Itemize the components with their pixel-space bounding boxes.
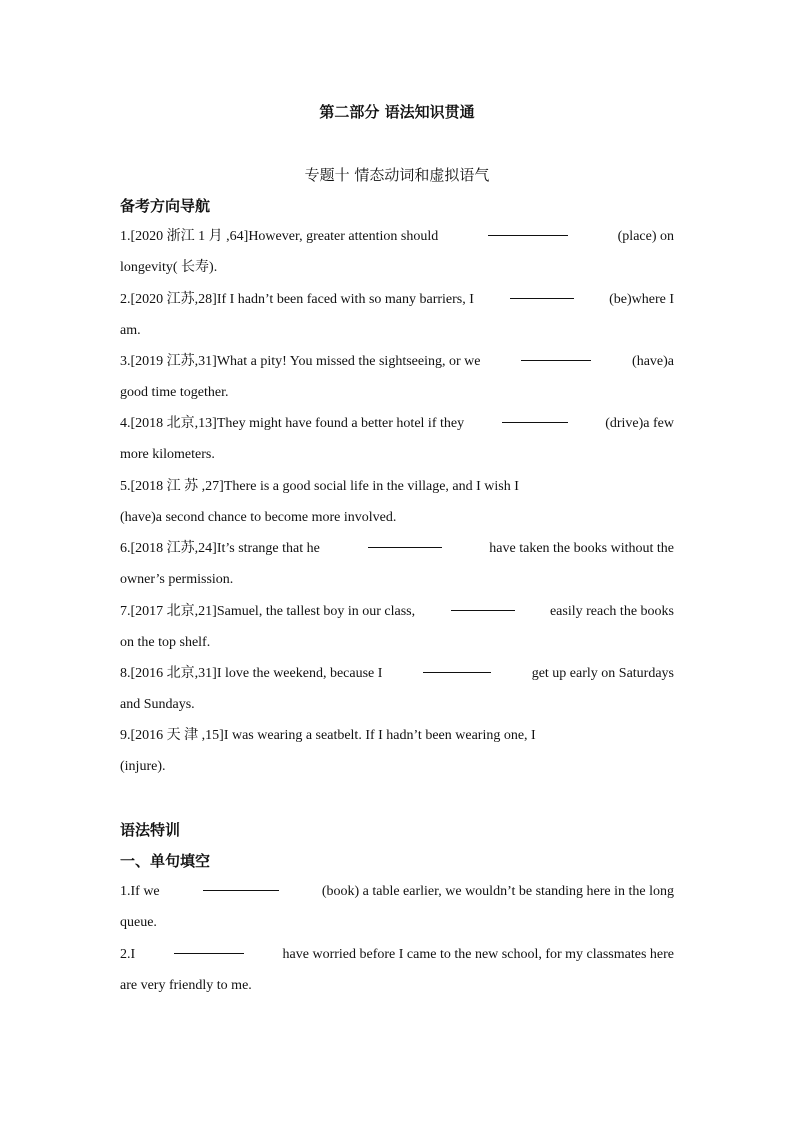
- question-text: 4.[2018 北京,13]They might have found a better hotel if they: [120, 416, 465, 431]
- exercise-item: [120, 221, 674, 283]
- exercise-item: [120, 284, 674, 346]
- answer-blank[interactable]: [203, 876, 279, 891]
- question-text: 8.[2016 北京,31]I love the weekend, because I: [120, 666, 383, 681]
- question-hint: (place) on: [617, 229, 674, 244]
- question-hint: (have)a: [632, 354, 674, 369]
- question-hint: easily reach the books: [549, 604, 674, 619]
- question-text: 2.[2020 江苏,28]If I hadn’t been faced with so many barriers, I: [120, 292, 474, 307]
- exercise-item: [120, 346, 674, 408]
- answer-blank[interactable]: [368, 533, 442, 548]
- question-continuation: (injure).: [120, 759, 166, 774]
- answer-blank[interactable]: [502, 408, 568, 423]
- question-text: 3.[2019 江苏,31]What a pity! You missed the sightseeing, or we: [120, 354, 481, 369]
- question-text: 9.[2016 天 津 ,15]I was wearing a seatbelt. If I hadn’t been wearing one, I: [120, 728, 536, 743]
- exercise-item: [120, 408, 674, 470]
- question-continuation: am.: [120, 323, 141, 338]
- question-continuation: more kilometers.: [120, 447, 215, 462]
- exercise-item: [120, 533, 674, 595]
- question-continuation: are very friendly to me.: [120, 978, 252, 993]
- section-heading-practice: 语法特训: [120, 821, 181, 839]
- question-hint: have worried before I came to the new school, for my classmates here: [282, 947, 674, 962]
- question-hint: (book) a table earlier, we wouldn’t be standing here in the long: [321, 884, 674, 899]
- question-continuation: queue.: [120, 915, 157, 930]
- question-continuation: owner’s permission.: [120, 572, 234, 587]
- answer-blank[interactable]: [451, 596, 515, 611]
- question-hint: have taken the books without the: [489, 541, 674, 556]
- question-text: 2.I: [120, 947, 136, 962]
- exercise-item: [120, 596, 674, 658]
- question-text: 1.If we: [120, 884, 160, 899]
- question-text: 7.[2017 北京,21]Samuel, the tallest boy in our class,: [120, 604, 416, 619]
- answer-blank[interactable]: [521, 346, 591, 361]
- exercise-item: [120, 720, 674, 782]
- exercise-item: [120, 939, 674, 1001]
- topic-title: 专题十 情态动词和虚拟语气: [304, 166, 490, 184]
- exercise-item: [120, 658, 674, 720]
- answer-blank[interactable]: [488, 221, 568, 236]
- question-text: 6.[2018 江苏,24]It’s strange that he: [120, 541, 320, 556]
- question-continuation: longevity( 长寿).: [120, 260, 218, 275]
- section-heading-guide: 备考方向导航: [120, 197, 211, 215]
- question-continuation: (have)a second chance to become more involved.: [120, 510, 397, 525]
- question-hint: (be)where I: [609, 292, 674, 307]
- answer-blank[interactable]: [174, 939, 244, 954]
- question-continuation: and Sundays.: [120, 697, 195, 712]
- question-hint: get up early on Saturdays: [531, 666, 674, 681]
- answer-blank[interactable]: [423, 658, 491, 673]
- exercise-item: [120, 876, 674, 938]
- question-continuation: on the top shelf.: [120, 635, 211, 650]
- question-text: 1.[2020 浙江 1 月 ,64]However, greater attention should: [120, 229, 439, 244]
- exercise-item: [120, 471, 674, 533]
- answer-blank[interactable]: [510, 284, 574, 299]
- question-text: 5.[2018 江 苏 ,27]There is a good social life in the village, and I wish I: [120, 479, 519, 494]
- part-title: 第二部分 语法知识贯通: [319, 103, 475, 121]
- question-hint: (drive)a few: [605, 416, 674, 431]
- question-continuation: good time together.: [120, 385, 229, 400]
- section-subheading-fill-blank: 一、单句填空: [120, 852, 211, 870]
